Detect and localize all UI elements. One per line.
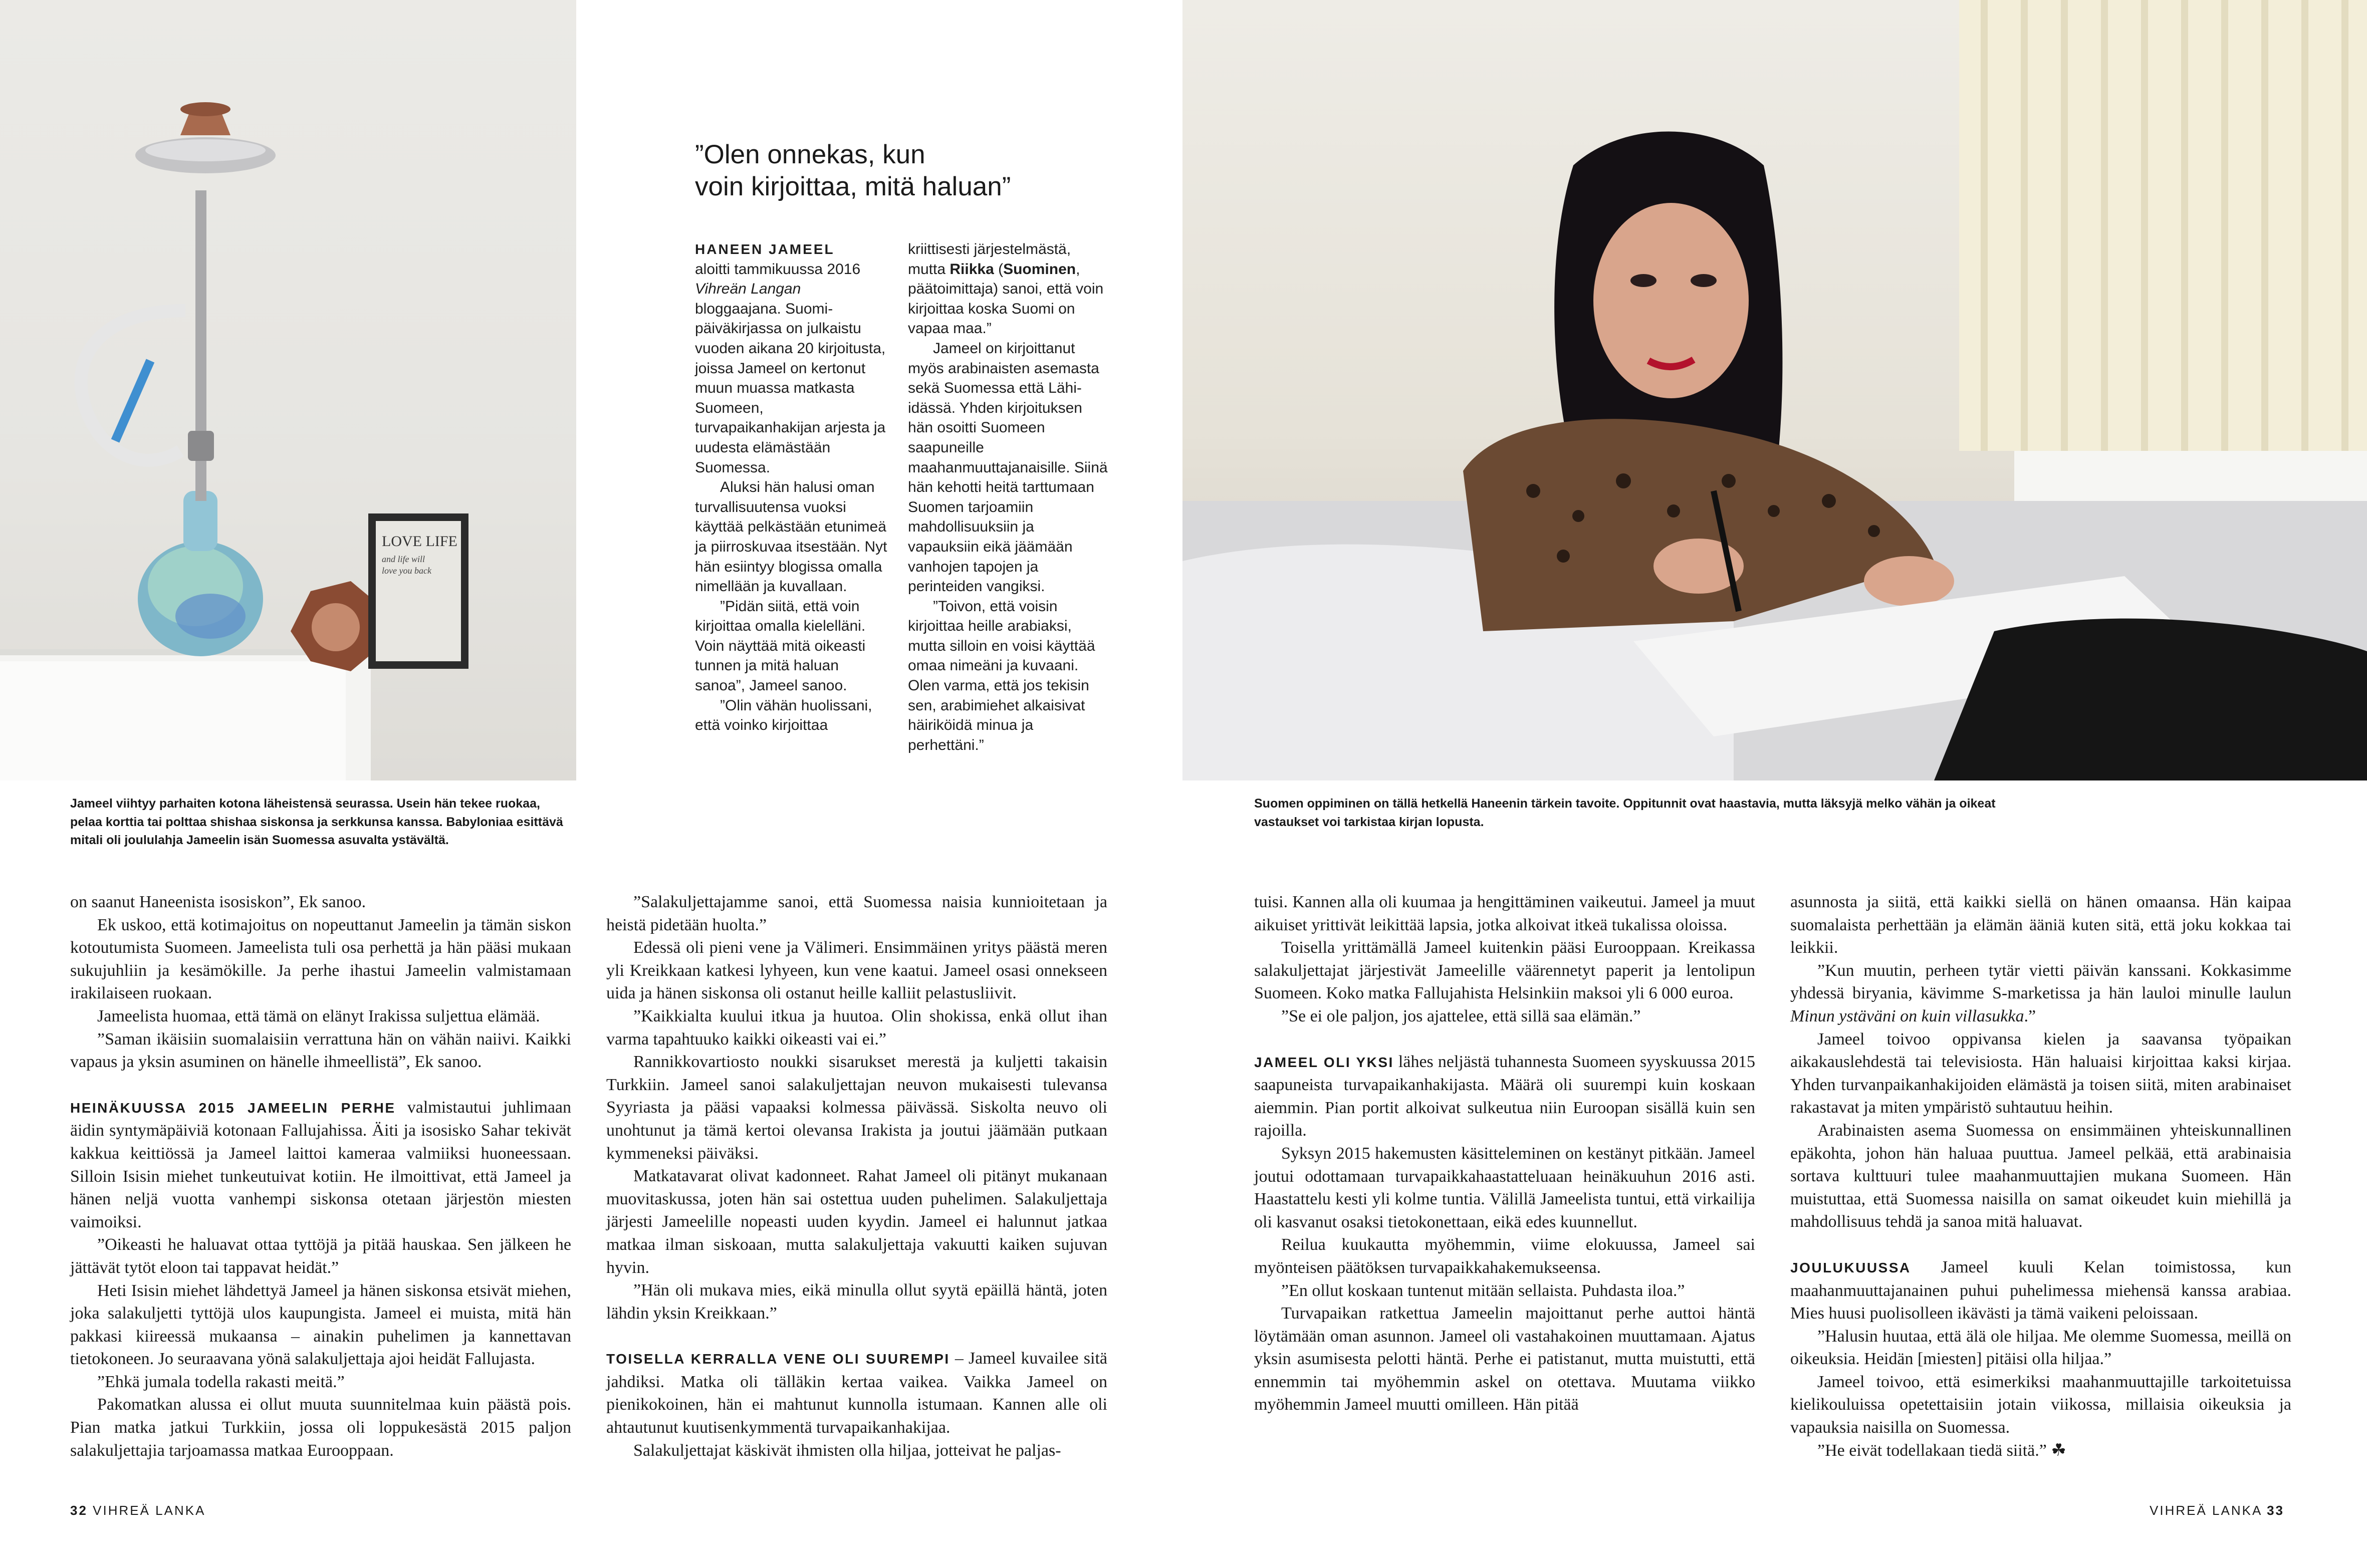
caption-left: Jameel viihtyy parhaiten kotona läheistensä seurassa. Usein hän tekee ruokaa, pelaa korttia tai polttaa shishaa siskonsa ja serkkunsa kanssa. Babyloniaa esittävä mitali oli joululahja Jameelin isän Suomessa asuvalta ystävältä. <box>70 797 563 847</box>
body-paragraph: ”Ehkä jumala todella rakasti meitä.” <box>97 1372 345 1391</box>
blog-name-bold: Riikka <box>950 260 994 278</box>
body-text: .” <box>2024 1006 2036 1025</box>
section-lead: HEINÄKUUSSA 2015 JAMEELIN PERHE <box>70 1100 396 1116</box>
blog-text: , päätoimittaja) sanoi, että voin kirjoittaa koska Suomi on vapaa maa.” <box>908 260 1104 337</box>
blog-box-paragraph: ”Pidän siitä, että voin kirjoittaa omalla kielelläni. Voin näyttää mitä oikeasti tunnen ja mitä haluan sanoa”, Jameel sanoo. <box>695 598 866 694</box>
body-paragraph: Salakuljettajat käskivät ihmisten olla hiljaa, jotteivat he paljas- <box>633 1441 1061 1460</box>
folio-left <box>70 1503 205 1518</box>
body-paragraph: ”Kaikkialta kuului itkua ja huutoa. Olin shokissa, enkä ollut ihan varma tapahtuuko kaikki oikeasti vai ei.” <box>606 1006 1107 1049</box>
body-section-paragraph <box>606 1347 1107 1439</box>
body-paragraph: ”Saman ikäisiin suomalaisiin verrattuna hän on vähän naiivi. Kaikki vapaus ja yksin asuminen on hänelle ihmeellistä”, Ek sanoo. <box>70 1029 571 1072</box>
body-paragraph: Jameelista huomaa, että tämä on elänyt Irakissa suljettua elämää. <box>97 1006 540 1025</box>
body-paragraph: Syksyn 2015 hakemusten käsitteleminen on kestänyt pitkään. Jameel joutui odottamaan turvapaikkahaastatteluaan heinäkuuhun 2016 asti. Haastattelu kesti yli kolme tuntia. Välillä Jameelista tuntui, että virkailija oli kasvanut osaksi tietokonettaan, eikä edes kuunnellut. <box>1254 1144 1755 1231</box>
magazine-name-left: VIHREÄ LANKA <box>93 1503 206 1518</box>
body-paragraph: Edessä oli pieni vene ja Välimeri. Ensimmäinen yritys päästä meren yli Kreikkaan katkesi lyhyeen, kun vene kaatui. Jameel osasi onnekseen uida ja hänen siskonsa oli ostanut heille kalliit pelastusliivit. <box>606 938 1107 1003</box>
blog-box-paragraph: ”Olin vähän huolissani, että voinko kirjoittaa <box>695 697 872 734</box>
frame-text-2: and life will <box>382 554 425 564</box>
blog-text: kriittisesti järjestelmästä, mutta <box>908 241 1071 278</box>
leather-bag <box>1934 619 2367 780</box>
blog-name-bold: Suominen <box>1003 260 1076 278</box>
body-column-3 <box>1254 891 1755 1416</box>
body-paragraph: Toisella yrittämällä Jameel kuitenkin pääsi Eurooppaan. Kreikassa salakuljettajat järjestivät Jameelille väärennetyt paperit ja lentolipun Suomeen. Koko matka Fallujahista Helsinkiin maksoi yli 6 000 euroa. <box>1254 938 1755 1003</box>
body-paragraph: Arabinaisten asema Suomessa on ensimmäinen yhteiskunnallinen epäkohta, johon hän haluaa puuttua. Jameel pelkää, että arabinaisia sortava kulttuuri tulee maahanmuuttajien mukana Suomeen. Hän muistuttaa, että Suomessa naisilla on samat oikeudet kuin miehillä ja mahdollisuus tehdä ja sanoa mitä haluavat. <box>1790 1121 2291 1231</box>
blog-text: aloitti tammikuussa 2016 <box>695 260 861 278</box>
body-paragraph: tuisi. Kannen alla oli kuumaa ja hengittäminen vaikeutui. Jameel ja muut aikuiset yrittivät leikittää lapsia, jotka alkoivat itkeä tukalissa oloissa. <box>1254 893 1755 934</box>
body-paragraph: asunnosta ja siitä, että kaikki siellä on hänen omaansa. Hän kaipaa suomalaista perhettään ja elämän ääniä kuten sitä, että joku kokkaa tai leikkii. <box>1790 893 2291 957</box>
body-column-4 <box>1790 891 2291 1462</box>
body-text: ”He eivät todellakaan tiedä siitä.” <box>1817 1441 2047 1460</box>
blog-box-lead: HANEEN JAMEEL <box>695 241 835 257</box>
body-paragraph <box>1790 1439 2291 1462</box>
end-mark-icon: ☘ <box>2051 1441 2066 1460</box>
blog-name-italic: Vihreän Langan <box>695 281 801 298</box>
body-paragraph <box>1790 959 2291 1028</box>
blog-box-paragraph <box>695 239 889 477</box>
pull-quote <box>695 139 1146 203</box>
section-lead: JAMEEL OLI YKSI <box>1254 1054 1394 1070</box>
body-paragraph: ”Se ei ole paljon, jos ajattelee, että sillä saa elämän.” <box>1281 1006 1641 1025</box>
body-section-paragraph <box>1254 1051 1755 1142</box>
body-text: ”Kun muutin, perheen tytär vietti päivän kanssani. Kokkasimme yhdessä biryania, kävimme S-marketissa ja hän lauloi minulle laulun <box>1790 961 2291 1003</box>
pull-quote-line-2: voin kirjoittaa, mitä haluan” <box>695 172 1011 201</box>
blog-box-column-2 <box>908 239 1108 755</box>
body-paragraph: Matkatavarat olivat kadonneet. Rahat Jameel oli pitänyt mukanaan muovitaskussa, joten hän sai ostettua uuden puhelimen. Salakuljettaja järjesti Jameelille nopeasti uuden kyydin. Jameel ei halunnut jatkaa matkaa ilman siskoaan, mutta salakuljettaja vakuutti kaiken sujuvan hyvin. <box>606 1167 1107 1277</box>
section-text: – Jameel kuvailee sitä jahdiksi. Matka oli tälläkin kertaa vaikea. Vaikka Jameel on pienikokoinen, hän ei mahtunut kunnolla istumaan. Kannen alle oli ahtautunut kuutisenkymmentä turvapaikanhakijaa. <box>606 1349 1107 1437</box>
body-paragraph: ”Salakuljettajamme sanoi, että Suomessa naisia kunnioitetaan ja heistä pidetään huolta.” <box>606 893 1107 934</box>
body-paragraph: Heti Isisin miehet lähdettyä Jameel ja hänen siskonsa etsivät miehen, joka salakuljetti tyttöjä ulos kaupungista. Jameel ei muista, mitä hän pakkasi kiireessä mukaansa – ainakin puhelimen ja kannettavan tietokoneen. Jo seuraavana yönä salakuljettaja ajoi heidät Fallujasta. <box>70 1281 571 1369</box>
body-paragraph: Jameel toivoo, että esimerkiksi maahanmuuttajille tarkoitetuissa kielikouluissa opetettaisiin jotain viikossa, millaisia oikeuksia ja vapauksia naisilla on Suomessa. <box>1790 1372 2291 1437</box>
woman-writing-photo <box>1182 0 2367 780</box>
blog-text: bloggaajana. Suomi-päiväkirjassa on julkaistu vuoden aikana 20 kirjoitusta, joissa Jameel on kertonut muun muassa matkasta Suomeen, turvapaikanhakijan arjesta ja uudesta elämästään Suomessa. <box>695 300 886 476</box>
body-paragraph: Reilua kuukautta myöhemmin, viime elokuussa, Jameel sai myönteisen päätöksen turvapaikkahakemukseensa. <box>1254 1235 1755 1277</box>
magazine-name-right: VIHREÄ LANKA <box>2150 1503 2262 1518</box>
section-text: valmistautui juhlimaan äidin syntymäpäiviä kotonaan Fallujahissa. Äiti ja isosisko Sahar tekivät kakkua keittiössä ja Jameel laittoi kameraa valmiiksi huoneessaan. Silloin Isisin miehet tunkeutuivat kotiin. He ilmoittivat, että Jameel ja hänen neljä vuotta vanhempi siskonsa otetaan järjestön miesten vaimoiksi. <box>70 1098 572 1231</box>
section-text: lähes neljästä tuhannesta Suomeen syyskuussa 2015 saapuneista turvapaikanhakijasta. Määrä oli suurempi kuin koskaan aiemmin. Pian portit alkoivat sulkeutua niin Euroopan sisällä kuin sen rajoilla. <box>1254 1052 1755 1140</box>
body-paragraph: ”Hän oli mukava mies, eikä minulla ollut syytä epäillä häntä, joten lähdin yksin Kreikkaan.” <box>606 1281 1107 1323</box>
body-column-2 <box>606 891 1107 1462</box>
section-text: Jameel kuuli Kelan toimistossa, kun maahanmuuttajanainen puhui puhelimessa miehensä kanssa arabiaa. Mies huusi puolisolleen ikävästi ja tämä vaikeni peloissaan. <box>1790 1257 2291 1323</box>
body-paragraph: ”Halusin huutaa, että älä ole hiljaa. Me olemme Suomessa, meillä on oikeuksia. Heidän [miesten] pitäisi olla hiljaa.” <box>1790 1327 2291 1369</box>
section-lead: JOULUKUUSSA <box>1790 1259 1911 1275</box>
shisha-photo <box>0 0 576 780</box>
page-number-left: 32 <box>70 1503 88 1518</box>
shisha-illustration <box>0 0 576 780</box>
blog-box-column-1 <box>695 239 889 735</box>
folio-right <box>2150 1503 2284 1518</box>
page-number-right: 33 <box>2267 1503 2285 1518</box>
frame-text-1: LOVE LIFE <box>382 533 457 550</box>
body-paragraph: Rannikkovartiosto noukki sisarukset merestä ja kuljetti takaisin Turkkiin. Jameel sanoi salakuljettajan neuvon mukaisesti tulevansa Syyriasta ja pääsi vapaaksi kolmessa päivässä. Siskolta neuvo oli unohtunut ja tämä kertoi olevansa Irakista ja joutui jäämään putkaan kymmeneksi päiväksi. <box>606 1053 1107 1163</box>
pull-quote-line-1: ”Olen onnekas, kun <box>695 140 925 169</box>
blog-box-paragraph <box>908 239 1108 339</box>
body-section-paragraph <box>70 1096 571 1234</box>
body-paragraph: ”En ollut koskaan tuntenut mitään sellaista. Puhdasta iloa.” <box>1281 1281 1685 1300</box>
body-column-1 <box>70 891 571 1462</box>
blog-text: ( <box>994 260 1004 278</box>
body-paragraph: Jameel toivoo oppivansa kielen ja saavansa työpaikan aikakauslehdestä tai televisiosta. Hän haluaisi kirjoittaa kaksi kirjaa. Yhden turvanpaikanhakijoiden elämästä ja toisen siitä, miten arabinaiset rakastavat ja miten ympäristö suhtautuu heihin. <box>1790 1029 2291 1117</box>
blog-box-paragraph: Aluksi hän halusi oman turvallisuutensa vuoksi käyttää pelkästään etunimeä ja piirroskuvaa itsestään. Nyt hän esiintyy blogissa omalla nimellään ja kuvallaan. <box>695 479 887 595</box>
caption-right: Suomen oppiminen on tällä hetkellä Haneenin tärkein tavoite. Oppitunnit ovat haastavia, mutta läksyjä melko vähän ja oikeat vastaukset voi tarkistaa kirjan lopusta. <box>1254 797 1996 829</box>
body-paragraph: Ek uskoo, että kotimajoitus on nopeuttanut Jameelin ja tämän siskon kotoutumista Suomeen. Jameelista tuli osa perhettä ja hän pääsi mukaan sukujuhliin ja kesämökille. Ja perhe ihastui Jameelin valmistamaan irakilaiseen ruokaan. <box>70 915 571 1003</box>
blog-box-paragraph: ”Toivon, että voisin kirjoittaa heille arabiaksi, mutta silloin en voisi käyttää omaa nimeäni ja kuvaani. Olen varma, että jos tekisin sen, arabimiehet alkaisivat häiriköidä minua ja perhettäni.” <box>908 598 1095 753</box>
section-lead: TOISELLA KERRALLA VENE OLI SUUREMPI <box>606 1351 950 1367</box>
body-section-paragraph <box>1790 1256 2291 1325</box>
frame-text-3: love you back <box>382 566 431 576</box>
woman-illustration <box>1182 0 2367 780</box>
blog-box-paragraph: Jameel on kirjoittanut myös arabinaisten asemasta sekä Suomessa että Lähi-idässä. Yhden kirjoituksen hän osoitti Suomeen saapuneille maahanmuuttajanaisille. Siinä hän kehotti heitä tarttumaan Suomen tarjoamiin mahdollisuuksiin ja vapauksiin eikä jäämään vanhojen tapojen ja perinteiden vangiksi. <box>908 340 1108 595</box>
body-paragraph: on saanut Haneenista isosiskon”, Ek sanoo. <box>70 893 366 911</box>
body-paragraph: ”Oikeasti he haluavat ottaa tyttöjä ja pitää hauskaa. Sen jälkeen he jättävät tytöt eloon tai tappavat heidät.” <box>70 1235 571 1277</box>
body-paragraph: Turvapaikan ratkettua Jameelin majoittanut perhe auttoi häntä löytämään oman asunnon. Jameel oli vastahakoinen muuttamaan. Ajatus yksin asumisesta pelotti häntä. Perhe ei patistanut, mutta muistutti, että ennemmin tai myöhemmin askel on otettava. Muutama viikko myöhemmin Jameel muutti omilleen. Hän pitää <box>1254 1304 1755 1414</box>
shisha-hose <box>81 311 185 460</box>
song-title-italic: Minun ystäväni on kuin villasukka <box>1790 1006 2024 1025</box>
body-paragraph: Pakomatkan alussa ei ollut muuta suunnitelmaa kuin päästä pois. Pian matka jatkui Turkkiin, jossa oli loppukesästä 2015 paljon salakuljettajia tarjoamassa matkaa Eurooppaan. <box>70 1395 571 1460</box>
